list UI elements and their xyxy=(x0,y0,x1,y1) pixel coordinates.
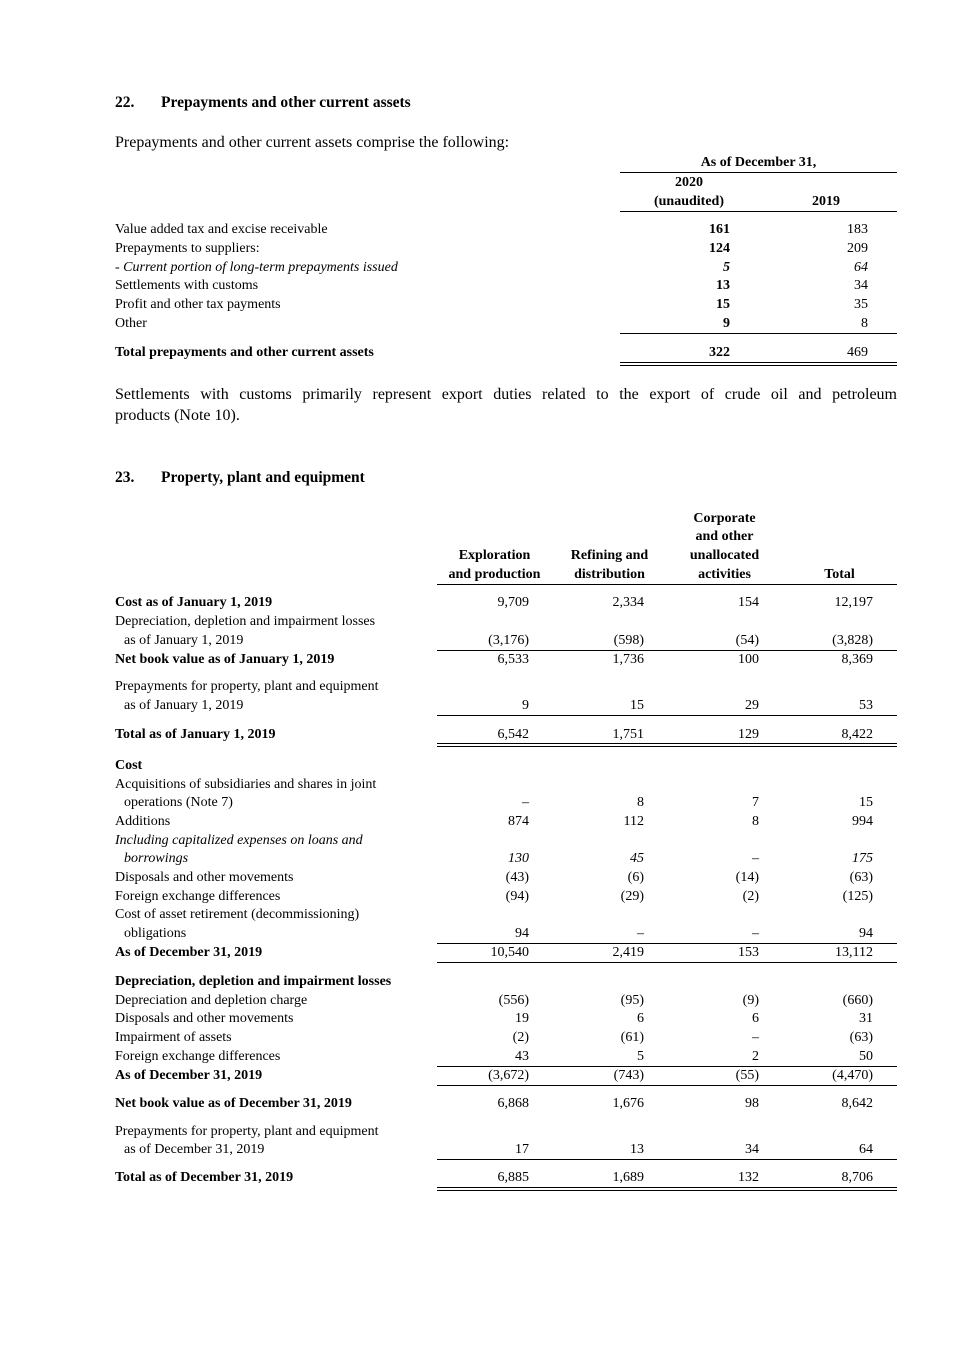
ppe-row-label: Net book value as of January 1, 2019 xyxy=(115,652,335,667)
ppe-cell: 15 xyxy=(859,795,873,810)
ppe-row-label: Additions xyxy=(115,814,171,829)
rule xyxy=(437,1066,897,1067)
ppe-row-label: Cost as of January 1, 2019 xyxy=(115,595,273,610)
ppe-cell: 2,334 xyxy=(612,595,644,610)
ppe-row-label: Depreciation, depletion and impairment losses xyxy=(115,974,392,989)
table-cell: 161 xyxy=(709,222,730,237)
section-23-title: Property, plant and equipment xyxy=(161,469,365,486)
ppe-cell: 112 xyxy=(623,814,644,829)
ppe-cell: 7 xyxy=(752,795,759,810)
double-rule xyxy=(437,1187,897,1191)
ppe-cell: (9) xyxy=(742,993,759,1008)
ppe-cell: 8,422 xyxy=(841,727,873,742)
ppe-cell: (743) xyxy=(613,1068,644,1083)
rule xyxy=(437,1159,897,1160)
ppe-cell: 6 xyxy=(637,1011,644,1026)
ppe-cell: (94) xyxy=(505,889,529,904)
ppe-row-label: as of January 1, 2019 xyxy=(124,698,244,713)
table-row-label: Prepayments to suppliers: xyxy=(115,241,260,256)
table-cell: 183 xyxy=(847,222,868,237)
col-2020-unaudited: (unaudited) xyxy=(653,194,725,209)
ppe-cell: 1,676 xyxy=(612,1096,644,1111)
ppe-row-label: Total as of January 1, 2019 xyxy=(115,727,276,742)
total-double-rule xyxy=(620,362,897,366)
ppe-cell: 12,197 xyxy=(834,595,873,610)
rule xyxy=(437,715,897,716)
ppe-row-label: borrowings xyxy=(124,851,189,866)
ppe-cell: 874 xyxy=(508,814,529,829)
ppe-cell: 6,885 xyxy=(497,1170,529,1185)
ppe-cell: (6) xyxy=(627,870,644,885)
ppe-cell: 13,112 xyxy=(835,945,873,960)
ppe-cell: 10,540 xyxy=(490,945,529,960)
table-cell: 9 xyxy=(723,316,730,331)
table-cell: 209 xyxy=(847,241,868,256)
col-2020-year: 2020 xyxy=(675,175,703,190)
ppe-cell: 19 xyxy=(515,1011,529,1026)
col-header-exploration: Exploration xyxy=(458,548,531,563)
table-row-label: - Current portion of long-term prepayments issued xyxy=(115,260,398,275)
ppe-cell: – xyxy=(637,926,644,941)
col-header-corporate: and other xyxy=(695,529,754,544)
ppe-cell: 129 xyxy=(738,727,759,742)
ppe-cell: (63) xyxy=(849,1030,873,1045)
customs-note-line1: Settlements with customs primarily represent export duties related to the export of crude oil and petroleum xyxy=(115,386,897,403)
ppe-cell: (598) xyxy=(613,633,644,648)
ppe-row-label: Depreciation and depletion charge xyxy=(115,993,308,1008)
table-row-label: Other xyxy=(115,316,147,331)
ppe-cell: (2) xyxy=(742,889,759,904)
table-cell: 5 xyxy=(723,260,730,275)
header-bottom-rule xyxy=(620,211,897,212)
ppe-cell: 6,542 xyxy=(497,727,529,742)
as-of-header: As of December 31, xyxy=(700,155,817,170)
ppe-cell: 34 xyxy=(745,1142,759,1157)
ppe-row-label: Prepayments for property, plant and equipment xyxy=(115,679,379,694)
customs-note-line2: products (Note 10). xyxy=(115,407,240,424)
ppe-row-label: Total as of December 31, 2019 xyxy=(115,1170,294,1185)
ppe-cell: 6,533 xyxy=(497,652,529,667)
ppe-cell: 1,751 xyxy=(612,727,644,742)
ppe-cell: (14) xyxy=(735,870,759,885)
section-23-number: 23. xyxy=(115,469,135,486)
ppe-row-label: Cost xyxy=(115,758,143,773)
ppe-cell: 94 xyxy=(859,926,873,941)
double-rule xyxy=(437,743,897,747)
ppe-cell: 994 xyxy=(852,814,873,829)
ppe-cell: 2,419 xyxy=(612,945,644,960)
ppe-cell: 98 xyxy=(745,1096,759,1111)
ppe-cell: (95) xyxy=(620,993,644,1008)
ppe-cell: 9 xyxy=(522,698,529,713)
ppe-row-label: Disposals and other movements xyxy=(115,870,294,885)
ppe-row-label: As of December 31, 2019 xyxy=(115,1068,263,1083)
rule xyxy=(437,650,897,651)
ppe-cell: 6 xyxy=(752,1011,759,1026)
ppe-cell: 45 xyxy=(630,851,644,866)
ppe-cell: (29) xyxy=(620,889,644,904)
ppe-cell: 8 xyxy=(637,795,644,810)
section-22-number: 22. xyxy=(115,94,135,111)
ppe-cell: 13 xyxy=(630,1142,644,1157)
ppe-cell: 154 xyxy=(738,595,759,610)
ppe-cell: 6,868 xyxy=(497,1096,529,1111)
ppe-row-label: Cost of asset retirement (decommissioning) xyxy=(115,907,360,922)
ppe-cell: 8,369 xyxy=(841,652,873,667)
ppe-cell: 1,689 xyxy=(612,1170,644,1185)
rule xyxy=(437,1085,897,1086)
ppe-row-label: obligations xyxy=(124,926,187,941)
subtotal-rule xyxy=(620,333,897,334)
ppe-cell: 15 xyxy=(630,698,644,713)
col-header-corporate: unallocated xyxy=(689,548,760,563)
ppe-cell: (43) xyxy=(505,870,529,885)
ppe-row-label: Prepayments for property, plant and equipment xyxy=(115,1124,379,1139)
ppe-cell: (556) xyxy=(498,993,529,1008)
ppe-cell: 100 xyxy=(738,652,759,667)
ppe-cell: 2 xyxy=(752,1049,759,1064)
table-cell: 35 xyxy=(854,297,868,312)
ppe-cell: – xyxy=(752,926,759,941)
ppe-row-label: as of January 1, 2019 xyxy=(124,633,244,648)
col-header-corporate: activities xyxy=(698,567,751,582)
table-cell: 124 xyxy=(709,241,730,256)
ppe-cell: – xyxy=(752,1030,759,1045)
ppe-cell: 5 xyxy=(637,1049,644,1064)
ppe-cell: – xyxy=(752,851,759,866)
ppe-cell: 8,642 xyxy=(841,1096,873,1111)
col-header-exploration: and production xyxy=(448,567,541,582)
ppe-row-label: As of December 31, 2019 xyxy=(115,945,263,960)
ppe-cell: (3,828) xyxy=(832,633,873,648)
ppe-cell: 17 xyxy=(515,1142,529,1157)
ppe-cell: 8 xyxy=(752,814,759,829)
table-cell: 15 xyxy=(716,297,730,312)
rule xyxy=(437,943,897,944)
ppe-cell: 31 xyxy=(859,1011,873,1026)
col-2019: 2019 xyxy=(812,194,840,209)
ppe-cell: 8,706 xyxy=(841,1170,873,1185)
ppe-cell: (55) xyxy=(735,1068,759,1083)
ppe-row-label: Net book value as of December 31, 2019 xyxy=(115,1096,352,1111)
section-22-intro: Prepayments and other current assets comprise the following: xyxy=(115,134,510,151)
col-header-corporate: Corporate xyxy=(693,511,756,526)
col-header-refining: Refining and xyxy=(570,548,649,563)
ppe-cell: (660) xyxy=(842,993,873,1008)
ppe-cell: 175 xyxy=(852,851,873,866)
ppe-row-label: Including capitalized expenses on loans and xyxy=(115,833,363,848)
table-cell: 13 xyxy=(716,278,730,293)
table-row-label: Profit and other tax payments xyxy=(115,297,281,312)
table-row-label: Value added tax and excise receivable xyxy=(115,222,328,237)
col-header-total: Total xyxy=(824,567,855,582)
ppe-cell: (2) xyxy=(512,1030,529,1045)
total-label: Total prepayments and other current assets xyxy=(115,345,374,360)
table-row-label: Settlements with customs xyxy=(115,278,259,293)
ppe-row-label: as of December 31, 2019 xyxy=(124,1142,265,1157)
ppe-header-rule xyxy=(437,584,897,585)
ppe-cell: – xyxy=(522,795,529,810)
ppe-cell: 130 xyxy=(508,851,529,866)
ppe-cell: (61) xyxy=(620,1030,644,1045)
ppe-cell: 153 xyxy=(738,945,759,960)
table-cell: 64 xyxy=(854,260,868,275)
ppe-row-label: Foreign exchange differences xyxy=(115,889,281,904)
ppe-row-label: Disposals and other movements xyxy=(115,1011,294,1026)
ppe-cell: 9,709 xyxy=(497,595,529,610)
total-2020: 322 xyxy=(709,345,730,360)
ppe-row-label: Depreciation, depletion and impairment losses xyxy=(115,614,376,629)
ppe-row-label: Acquisitions of subsidiaries and shares in joint xyxy=(115,777,377,792)
ppe-cell: 132 xyxy=(738,1170,759,1185)
ppe-row-label: operations (Note 7) xyxy=(124,795,233,810)
ppe-cell: 53 xyxy=(859,698,873,713)
header-rule xyxy=(620,172,897,173)
section-22-title: Prepayments and other current assets xyxy=(161,94,411,111)
ppe-cell: (3,176) xyxy=(488,633,529,648)
ppe-cell: (63) xyxy=(849,870,873,885)
table-cell: 8 xyxy=(861,316,868,331)
ppe-cell: 50 xyxy=(859,1049,873,1064)
ppe-cell: 1,736 xyxy=(612,652,644,667)
ppe-cell: 94 xyxy=(515,926,529,941)
ppe-cell: 64 xyxy=(859,1142,873,1157)
ppe-cell: (4,470) xyxy=(832,1068,873,1083)
ppe-row-label: Foreign exchange differences xyxy=(115,1049,281,1064)
ppe-cell: 29 xyxy=(745,698,759,713)
table-cell: 34 xyxy=(854,278,868,293)
total-2019: 469 xyxy=(847,345,868,360)
col-header-refining: distribution xyxy=(574,567,645,582)
ppe-cell: (3,672) xyxy=(488,1068,529,1083)
ppe-row-label: Impairment of assets xyxy=(115,1030,232,1045)
rule xyxy=(437,962,897,963)
ppe-cell: (54) xyxy=(735,633,759,648)
ppe-cell: (125) xyxy=(842,889,873,904)
ppe-cell: 43 xyxy=(515,1049,529,1064)
